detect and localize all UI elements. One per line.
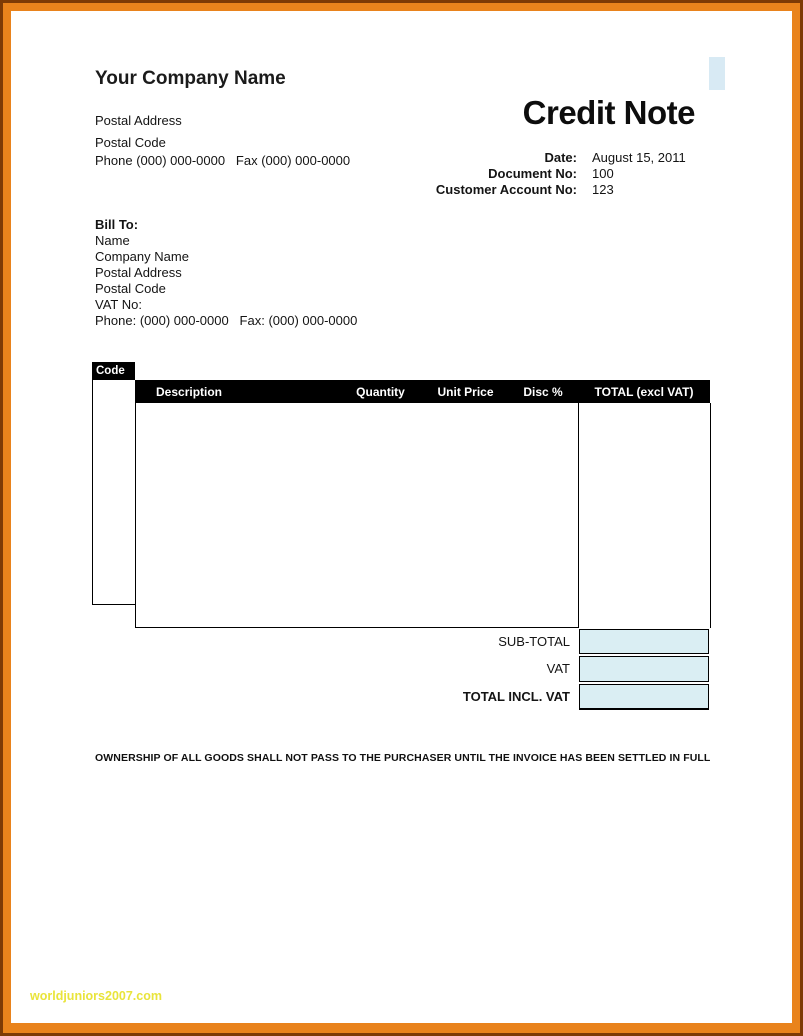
description-column-divider xyxy=(135,403,136,628)
bill-to-company: Company Name xyxy=(95,249,189,264)
items-bottom-divider xyxy=(135,627,578,628)
total-incl-vat-label: TOTAL INCL. VAT xyxy=(462,689,570,704)
meta-row-date xyxy=(420,150,710,166)
corner-highlight-rectangle xyxy=(709,57,725,90)
company-postal-address: Postal Address xyxy=(95,113,182,128)
column-header-unit-price: Unit Price xyxy=(437,384,494,399)
date-label: Date: xyxy=(544,150,577,165)
watermark-url: worldjuniors2007.com xyxy=(30,989,162,1003)
vat-label: VAT xyxy=(546,661,570,676)
total-column-outline xyxy=(578,403,711,628)
company-postal-code: Postal Code xyxy=(95,135,166,150)
bill-to-phone-fax: Phone: (000) 000-0000 Fax: (000) 000-0000 xyxy=(95,313,358,328)
bill-to-vat-no: VAT No: xyxy=(95,297,142,312)
date-value: August 15, 2011 xyxy=(592,150,686,165)
customer-account-value: 123 xyxy=(592,182,614,197)
column-header-disc-percent: Disc % xyxy=(523,384,563,399)
document-no-label: Document No: xyxy=(488,166,577,181)
meta-row-document-no xyxy=(420,166,710,182)
meta-row-customer-account xyxy=(420,182,710,198)
bill-to-name: Name xyxy=(95,233,130,248)
company-name: Your Company Name xyxy=(95,68,286,89)
column-header-description: Description xyxy=(156,384,223,399)
document-title: Credit Note xyxy=(522,94,695,131)
document-no-value: 100 xyxy=(592,166,614,181)
ownership-clause: OWNERSHIP OF ALL GOODS SHALL NOT PASS TO THE PURCHASER UNTIL THE INVOICE HAS BEEN SETTLED IN FULL xyxy=(95,752,711,764)
column-header-total-excl-vat: TOTAL (excl VAT) xyxy=(594,384,694,399)
bill-to-postal-address: Postal Address xyxy=(95,265,182,280)
bill-to-postal-code: Postal Code xyxy=(95,281,166,296)
column-header-quantity: Quantity xyxy=(356,384,405,399)
customer-account-label: Customer Account No: xyxy=(435,182,577,197)
document-meta xyxy=(420,150,710,198)
company-phone-fax: Phone (000) 000-0000 Fax (000) 000-0000 xyxy=(95,153,351,168)
bill-to-block xyxy=(95,217,357,329)
subtotal-cell xyxy=(579,629,709,654)
table-header-row xyxy=(135,380,710,403)
vat-cell xyxy=(579,656,709,682)
bill-to-heading: Bill To: xyxy=(95,217,139,232)
total-incl-vat-cell xyxy=(579,684,709,710)
code-column-header: Code xyxy=(92,362,135,380)
code-column-outline xyxy=(92,380,136,605)
subtotal-label: SUB-TOTAL xyxy=(498,634,570,649)
